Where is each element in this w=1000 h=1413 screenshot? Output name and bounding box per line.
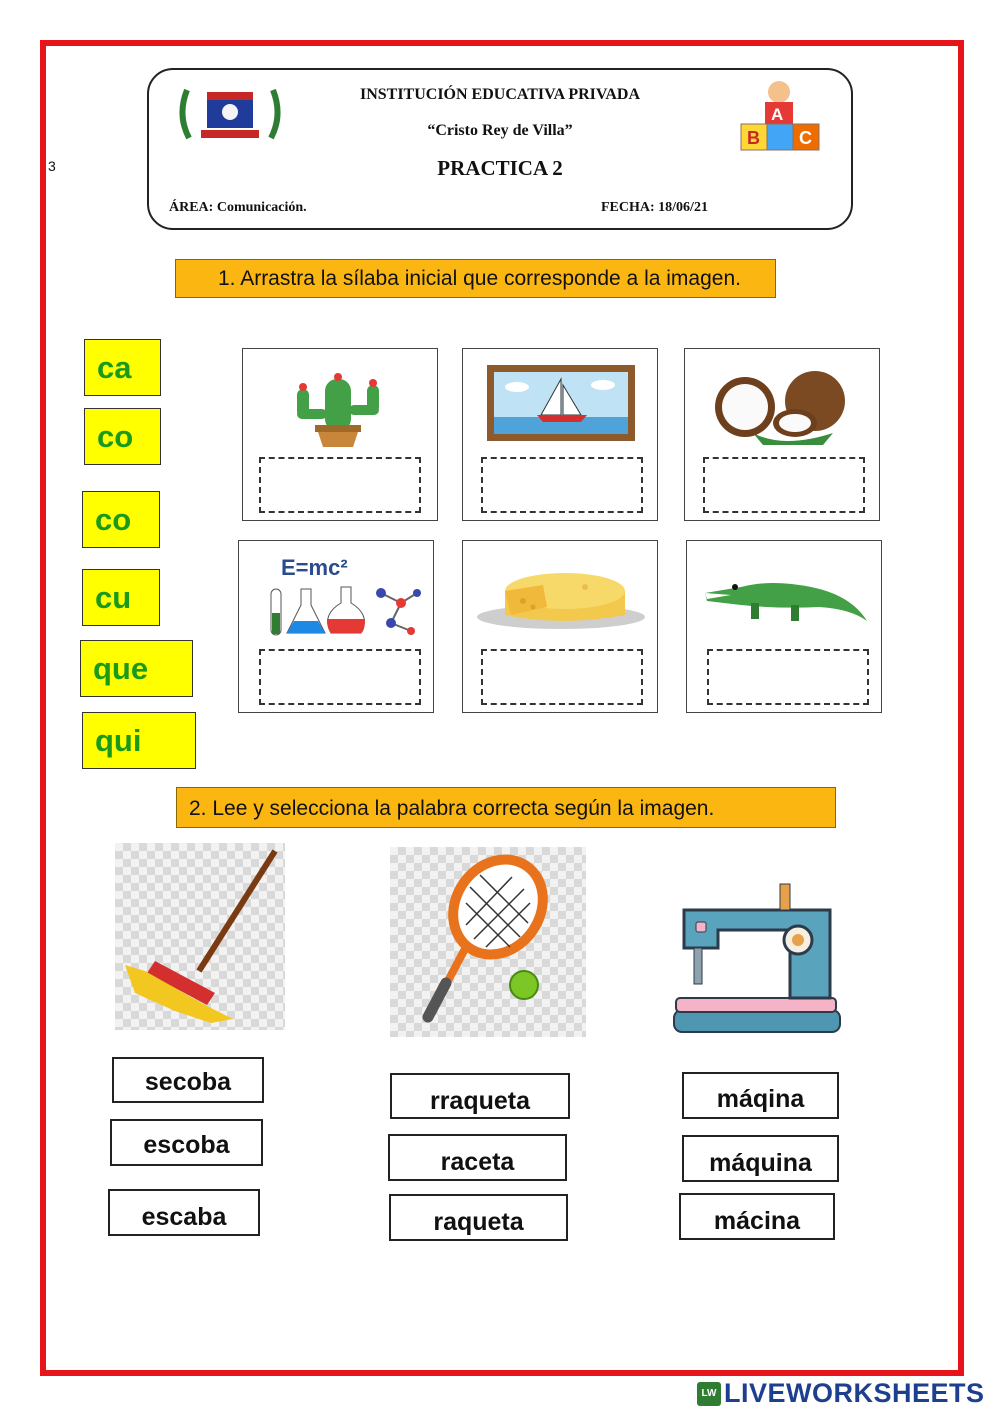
institution-name: INSTITUCIÓN EDUCATIVA PRIVADA — [359, 86, 641, 103]
option-escoba[interactable]: escoba — [110, 1119, 263, 1166]
section1-instruction: 1. Arrastra la sílaba inicial que corresponde a la imagen. — [175, 259, 776, 298]
option-secoba[interactable]: secoba — [112, 1057, 264, 1103]
syllable-co[interactable]: co — [82, 491, 160, 548]
cheese-image — [475, 561, 647, 631]
coconut-image — [703, 363, 863, 449]
date-label: FECHA: 18/06/21 — [601, 200, 708, 215]
equation-text: E=mc² — [281, 555, 348, 580]
area-label: ÁREA: Comunicación. — [169, 200, 307, 215]
drop-zone[interactable] — [481, 649, 643, 705]
syllable-que[interactable]: que — [80, 640, 193, 697]
picture-card-quimica — [238, 540, 434, 713]
drop-zone[interactable] — [707, 649, 869, 705]
option-maquina[interactable]: máquina — [682, 1135, 839, 1182]
option-raceta[interactable]: raceta — [388, 1134, 567, 1181]
liveworksheets-logo-icon: LW — [697, 1382, 721, 1406]
painting-image — [487, 365, 635, 441]
worksheet-header — [147, 68, 853, 230]
option-maqina[interactable]: máqina — [682, 1072, 839, 1119]
liveworksheets-brand: LIVEWORKSHEETS — [724, 1378, 985, 1408]
broom-image — [115, 843, 285, 1030]
abc-letter: C — [799, 128, 812, 148]
cactus-image — [283, 361, 393, 449]
syllable-cu[interactable]: cu — [82, 569, 160, 626]
picture-card-cactus — [242, 348, 438, 521]
chemistry-image — [261, 553, 421, 643]
abc-blocks-logo — [731, 78, 829, 154]
section2-instruction: 2. Lee y selecciona la palabra correcta según la imagen. — [176, 787, 836, 828]
syllable-co[interactable]: co — [84, 408, 161, 465]
option-escaba[interactable]: escaba — [108, 1189, 260, 1236]
broom-icon — [115, 843, 285, 1030]
picture-card-cocodrilo — [686, 540, 882, 713]
syllable-qui[interactable]: qui — [82, 712, 196, 769]
crocodile-image — [701, 565, 869, 635]
racket-icon — [390, 847, 586, 1037]
picture-card-queso — [462, 540, 658, 713]
option-rraqueta[interactable]: rraqueta — [390, 1073, 570, 1119]
drop-zone[interactable] — [481, 457, 643, 513]
school-name: “Cristo Rey de Villa” — [427, 122, 573, 139]
sewing-machine-image — [670, 870, 846, 1040]
picture-card-cuadro — [462, 348, 658, 521]
drop-zone[interactable] — [259, 649, 421, 705]
abc-letter: B — [747, 128, 760, 148]
option-macina[interactable]: mácina — [679, 1193, 835, 1240]
picture-card-coco — [684, 348, 880, 521]
page-title: PRACTICA 2 — [437, 156, 563, 180]
drop-zone[interactable] — [259, 457, 421, 513]
abc-letter: A — [771, 105, 784, 124]
sewing-machine-icon — [670, 870, 846, 1040]
syllable-ca[interactable]: ca — [84, 339, 161, 396]
page-number: 3 — [48, 158, 56, 174]
drop-zone[interactable] — [703, 457, 865, 513]
option-raqueta[interactable]: raqueta — [389, 1194, 568, 1241]
racket-image — [390, 847, 586, 1037]
